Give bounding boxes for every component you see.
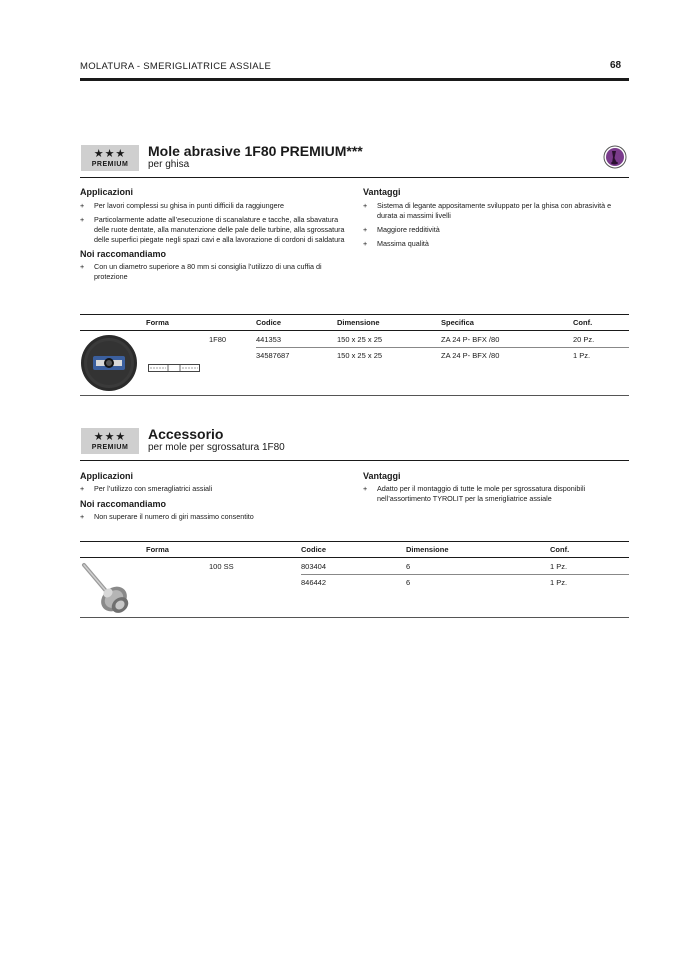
col-header-dimensione: Dimensione — [337, 318, 380, 327]
section-rule — [80, 460, 629, 461]
table-rule — [80, 314, 629, 315]
col-header-dimensione: Dimensione — [406, 545, 449, 554]
cell-conf: 20 Pz. — [573, 335, 595, 344]
badge-label: PREMIUM — [91, 444, 129, 451]
list-item: + Per lavori complessi su ghisa in punti difficili da raggiungere — [80, 201, 352, 211]
applicazioni-heading: Applicazioni — [80, 471, 134, 481]
raccomandiamo-heading: Noi raccomandiamo — [80, 249, 167, 259]
header-rule — [80, 78, 629, 81]
list-item: + Particolarmente adatte all’esecuzione di scanalature e tacche, alla sbavatura delle ruote dentate, alla manutenzione delle pale delle turbine, alla sgrossatura delle superfici piegate negli spazi cavi e alla lavorazione di cordoni di saldatura — [80, 215, 352, 245]
col-header-forma: Forma — [146, 545, 169, 554]
col-header-specifica: Specifica — [441, 318, 474, 327]
vantaggi-heading: Vantaggi — [363, 187, 401, 197]
applicazioni-block — [80, 471, 352, 524]
raccomandiamo-heading: Noi raccomandiamo — [80, 499, 167, 509]
col-header-codice: Codice — [256, 318, 282, 327]
cell-codice: 34587687 — [256, 351, 290, 360]
premium-badge — [81, 145, 139, 171]
running-header: MOLATURA - SMERIGLIATRICE ASSIALE — [80, 61, 272, 72]
cell-specifica: ZA 24 P- BFX /80 — [441, 351, 500, 360]
forma-label: 1F80 — [209, 335, 227, 344]
premium-badge — [81, 428, 139, 454]
list-item: + Con un diametro superiore a 80 mm si consiglia l’utilizzo di una cuffia di protezione — [80, 262, 352, 282]
applicazioni-heading: Applicazioni — [80, 187, 134, 197]
table-bottom-rule — [80, 395, 629, 396]
col-header-codice: Codice — [301, 545, 327, 554]
cell-dimensione: 6 — [406, 578, 411, 587]
stars-icon: ★★★ — [93, 148, 127, 160]
cell-codice: 846442 — [301, 578, 327, 587]
row-divider — [256, 347, 629, 348]
list-item: + Adatto per il montaggio di tutte le mole per sgrossatura disponibili nell’assortimento TYROLIT per la smerigliatrice assiale — [363, 484, 618, 504]
col-header-conf: Conf. — [573, 318, 593, 327]
profile-drawing-icon — [148, 359, 200, 367]
grinding-wheel-image — [80, 334, 138, 392]
badge-label: PREMIUM — [91, 161, 129, 168]
cast-iron-purple-icon — [603, 145, 627, 169]
mandrel-accessory-image — [80, 561, 140, 615]
cell-conf: 1 Pz. — [550, 562, 568, 571]
list-item: + Sistema di legante appositamente sviluppato per la ghisa con abrasività e durata ai massimi livelli — [363, 201, 613, 221]
table-rule — [80, 557, 629, 558]
section-rule — [80, 177, 629, 178]
product-title: Accessorio — [148, 426, 224, 442]
cell-dimensione: 150 x 25 x 25 — [337, 351, 383, 360]
col-header-conf: Conf. — [550, 545, 570, 554]
vantaggi-block — [363, 187, 613, 251]
cell-codice: 441353 — [256, 335, 282, 344]
table-bottom-rule — [80, 617, 629, 618]
forma-label: 100 SS — [209, 562, 234, 571]
stars-icon: ★★★ — [93, 431, 127, 443]
product-subtitle: per mole per sgrossatura 1F80 — [148, 442, 285, 453]
cell-conf: 1 Pz. — [550, 578, 568, 587]
table-rule — [80, 330, 629, 331]
list-item: + Massima qualità — [363, 239, 613, 249]
page-number: 68 — [610, 60, 622, 71]
row-divider — [301, 574, 629, 575]
vantaggi-heading: Vantaggi — [363, 471, 401, 481]
cell-conf: 1 Pz. — [573, 351, 591, 360]
applicazioni-block — [80, 187, 352, 284]
product-title: Mole abrasive 1F80 PREMIUM*** — [148, 143, 363, 159]
cell-specifica: ZA 24 P- BFX /80 — [441, 335, 500, 344]
product-subtitle: per ghisa — [148, 159, 190, 170]
cell-dimensione: 150 x 25 x 25 — [337, 335, 383, 344]
cell-dimensione: 6 — [406, 562, 411, 571]
list-item: + Maggiore redditività — [363, 225, 613, 235]
list-item: + Non superare il numero di giri massimo consentito — [80, 512, 352, 522]
table-rule — [80, 541, 629, 542]
vantaggi-block — [363, 471, 618, 506]
cell-codice: 803404 — [301, 562, 327, 571]
col-header-forma: Forma — [146, 318, 169, 327]
list-item: + Per l’utilizzo con smeragliatrici assiali — [80, 484, 352, 494]
